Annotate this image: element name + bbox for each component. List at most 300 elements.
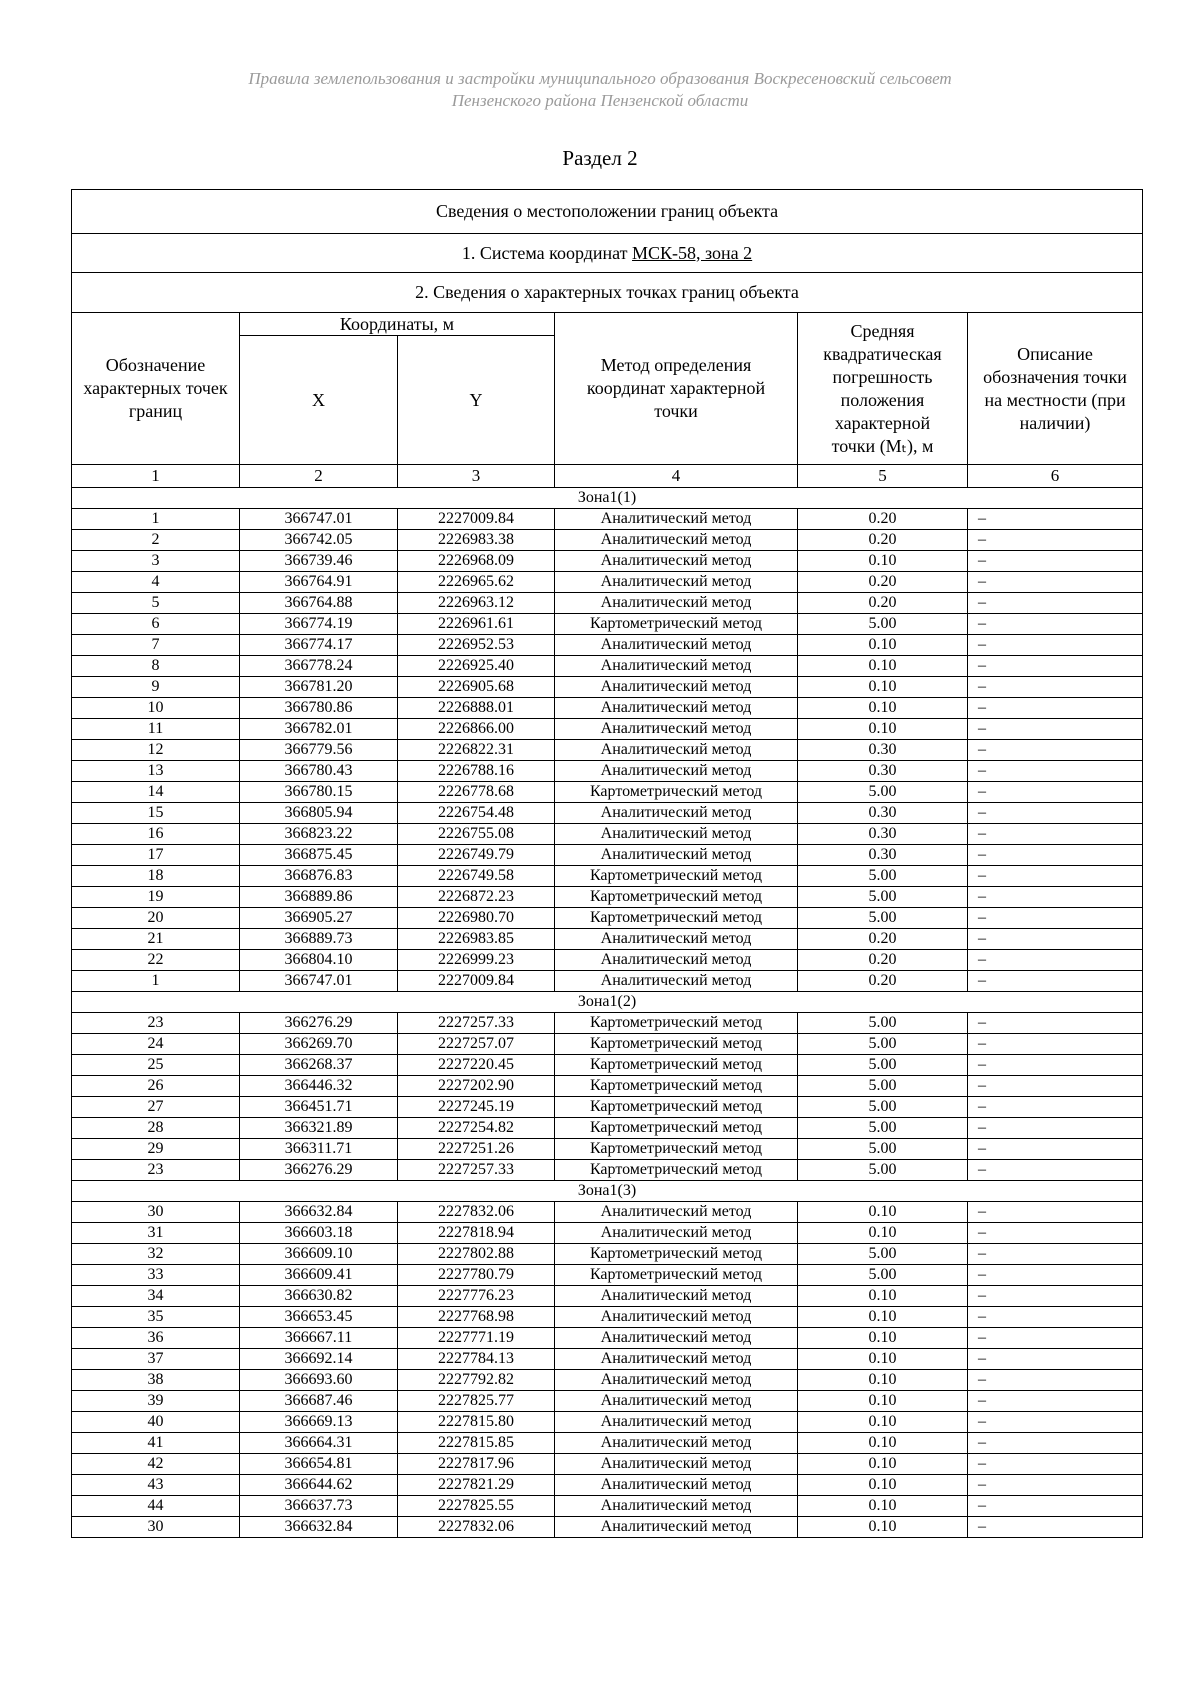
y-coord-cell: 2227825.77 bbox=[398, 1391, 555, 1412]
error-cell: 0.20 bbox=[798, 530, 968, 551]
error-cell: 0.10 bbox=[798, 551, 968, 572]
point-id-cell: 5 bbox=[72, 593, 240, 614]
table-row bbox=[72, 530, 1143, 551]
x-coord-cell: 366823.22 bbox=[240, 824, 398, 845]
description-cell: – bbox=[968, 866, 1143, 887]
description-cell: – bbox=[968, 782, 1143, 803]
table-row bbox=[72, 1307, 1143, 1328]
x-coord-cell: 366664.31 bbox=[240, 1433, 398, 1454]
method-cell: Картометрический метод bbox=[555, 908, 798, 929]
zone-row bbox=[72, 992, 1143, 1013]
point-id-cell: 23 bbox=[72, 1013, 240, 1034]
x-coord-cell: 366687.46 bbox=[240, 1391, 398, 1412]
error-cell: 0.10 bbox=[798, 698, 968, 719]
y-coord-cell: 2226866.00 bbox=[398, 719, 555, 740]
error-cell: 0.30 bbox=[798, 761, 968, 782]
x-coord-cell: 366692.14 bbox=[240, 1349, 398, 1370]
method-cell: Аналитический метод bbox=[555, 1433, 798, 1454]
description-cell: – bbox=[968, 635, 1143, 656]
table-row bbox=[72, 1223, 1143, 1244]
error-cell: 5.00 bbox=[798, 1118, 968, 1139]
x-coord-cell: 366780.43 bbox=[240, 761, 398, 782]
x-coord-cell: 366630.82 bbox=[240, 1286, 398, 1307]
point-id-cell: 44 bbox=[72, 1496, 240, 1517]
y-coord-cell: 2226888.01 bbox=[398, 698, 555, 719]
points-subheading: 2. Сведения о характерных точках границ объекта bbox=[72, 273, 1143, 313]
method-cell: Картометрический метод bbox=[555, 1118, 798, 1139]
description-cell: – bbox=[968, 887, 1143, 908]
zone-row bbox=[72, 488, 1143, 509]
point-id-cell: 34 bbox=[72, 1286, 240, 1307]
description-cell: – bbox=[968, 1328, 1143, 1349]
x-coord-cell: 366905.27 bbox=[240, 908, 398, 929]
coordinate-system-value: МСК-58, зона 2 bbox=[632, 242, 753, 263]
point-id-cell: 12 bbox=[72, 740, 240, 761]
x-coord-cell: 366632.84 bbox=[240, 1517, 398, 1538]
y-coord-cell: 2226749.58 bbox=[398, 866, 555, 887]
x-coord-cell: 366779.56 bbox=[240, 740, 398, 761]
point-id-cell: 25 bbox=[72, 1055, 240, 1076]
x-coord-cell: 366781.20 bbox=[240, 677, 398, 698]
page-header bbox=[0, 68, 1200, 112]
error-cell: 0.30 bbox=[798, 740, 968, 761]
table-row bbox=[72, 635, 1143, 656]
point-id-cell: 43 bbox=[72, 1475, 240, 1496]
col-number: 6 bbox=[968, 465, 1143, 488]
method-cell: Аналитический метод bbox=[555, 656, 798, 677]
method-cell: Аналитический метод bbox=[555, 698, 798, 719]
error-cell: 0.10 bbox=[798, 635, 968, 656]
method-cell: Аналитический метод bbox=[555, 929, 798, 950]
description-cell: – bbox=[968, 551, 1143, 572]
table-row bbox=[72, 1160, 1143, 1181]
point-id-cell: 21 bbox=[72, 929, 240, 950]
error-cell: 5.00 bbox=[798, 614, 968, 635]
method-cell: Аналитический метод bbox=[555, 1475, 798, 1496]
method-cell: Картометрический метод bbox=[555, 614, 798, 635]
y-coord-cell: 2227817.96 bbox=[398, 1454, 555, 1475]
method-cell: Картометрический метод bbox=[555, 1097, 798, 1118]
table-row bbox=[72, 866, 1143, 887]
error-cell: 0.10 bbox=[798, 1286, 968, 1307]
method-cell: Аналитический метод bbox=[555, 824, 798, 845]
error-cell: 0.20 bbox=[798, 950, 968, 971]
description-cell: – bbox=[968, 1475, 1143, 1496]
method-cell: Аналитический метод bbox=[555, 761, 798, 782]
x-coord-cell: 366782.01 bbox=[240, 719, 398, 740]
y-coord-cell: 2226983.85 bbox=[398, 929, 555, 950]
method-cell: Аналитический метод bbox=[555, 740, 798, 761]
col-header-error: Средняя квадратическая погрешность положения характерной точки (Mₜ), м bbox=[798, 313, 968, 465]
table-row bbox=[72, 803, 1143, 824]
description-cell: – bbox=[968, 572, 1143, 593]
table-row bbox=[72, 1454, 1143, 1475]
y-coord-cell: 2227780.79 bbox=[398, 1265, 555, 1286]
error-cell: 0.10 bbox=[798, 1202, 968, 1223]
error-cell: 0.10 bbox=[798, 1307, 968, 1328]
y-coord-cell: 2226925.40 bbox=[398, 656, 555, 677]
point-id-cell: 29 bbox=[72, 1139, 240, 1160]
x-coord-cell: 366446.32 bbox=[240, 1076, 398, 1097]
error-cell: 0.10 bbox=[798, 1370, 968, 1391]
point-id-cell: 27 bbox=[72, 1097, 240, 1118]
method-cell: Картометрический метод bbox=[555, 866, 798, 887]
description-cell: – bbox=[968, 1349, 1143, 1370]
x-coord-cell: 366876.83 bbox=[240, 866, 398, 887]
table-row bbox=[72, 887, 1143, 908]
table-row bbox=[72, 551, 1143, 572]
table-row bbox=[72, 656, 1143, 677]
y-coord-cell: 2226755.08 bbox=[398, 824, 555, 845]
y-coord-cell: 2227792.82 bbox=[398, 1370, 555, 1391]
col-header-designation: Обозначение характерных точек границ bbox=[72, 313, 240, 465]
table-row bbox=[72, 1013, 1143, 1034]
point-id-cell: 32 bbox=[72, 1244, 240, 1265]
table-row bbox=[72, 1349, 1143, 1370]
description-cell: – bbox=[968, 1244, 1143, 1265]
method-cell: Аналитический метод bbox=[555, 1391, 798, 1412]
y-coord-cell: 2226788.16 bbox=[398, 761, 555, 782]
x-coord-cell: 366889.73 bbox=[240, 929, 398, 950]
y-coord-cell: 2227815.80 bbox=[398, 1412, 555, 1433]
method-cell: Картометрический метод bbox=[555, 1265, 798, 1286]
description-cell: – bbox=[968, 530, 1143, 551]
table-row bbox=[72, 1517, 1143, 1538]
x-coord-cell: 366780.86 bbox=[240, 698, 398, 719]
method-cell: Аналитический метод bbox=[555, 803, 798, 824]
description-cell: – bbox=[968, 1454, 1143, 1475]
description-cell: – bbox=[968, 719, 1143, 740]
point-id-cell: 13 bbox=[72, 761, 240, 782]
method-cell: Аналитический метод bbox=[555, 530, 798, 551]
y-coord-cell: 2226980.70 bbox=[398, 908, 555, 929]
y-coord-cell: 2226968.09 bbox=[398, 551, 555, 572]
description-cell: – bbox=[968, 971, 1143, 992]
y-coord-cell: 2226822.31 bbox=[398, 740, 555, 761]
table-row bbox=[72, 824, 1143, 845]
y-coord-cell: 2226965.62 bbox=[398, 572, 555, 593]
method-cell: Аналитический метод bbox=[555, 1223, 798, 1244]
description-cell: – bbox=[968, 1160, 1143, 1181]
error-cell: 0.10 bbox=[798, 1454, 968, 1475]
point-id-cell: 7 bbox=[72, 635, 240, 656]
table-row bbox=[72, 614, 1143, 635]
description-cell: – bbox=[968, 740, 1143, 761]
point-id-cell: 30 bbox=[72, 1517, 240, 1538]
x-coord-cell: 366774.17 bbox=[240, 635, 398, 656]
error-cell: 0.10 bbox=[798, 1475, 968, 1496]
method-cell: Картометрический метод bbox=[555, 1013, 798, 1034]
y-coord-cell: 2226872.23 bbox=[398, 887, 555, 908]
page-header-line2: Пензенского района Пензенской области bbox=[451, 91, 749, 110]
error-cell: 0.20 bbox=[798, 971, 968, 992]
error-cell: 0.20 bbox=[798, 572, 968, 593]
table-row bbox=[72, 908, 1143, 929]
table-row bbox=[72, 845, 1143, 866]
table-row bbox=[72, 1076, 1143, 1097]
description-cell: – bbox=[968, 614, 1143, 635]
point-id-cell: 3 bbox=[72, 551, 240, 572]
x-coord-cell: 366778.24 bbox=[240, 656, 398, 677]
table-title: Сведения о местоположении границ объекта bbox=[72, 190, 1143, 234]
x-coord-cell: 366875.45 bbox=[240, 845, 398, 866]
table-row bbox=[72, 1475, 1143, 1496]
point-id-cell: 14 bbox=[72, 782, 240, 803]
method-cell: Картометрический метод bbox=[555, 1139, 798, 1160]
y-coord-cell: 2227768.98 bbox=[398, 1307, 555, 1328]
method-cell: Аналитический метод bbox=[555, 1349, 798, 1370]
method-cell: Аналитический метод bbox=[555, 971, 798, 992]
method-cell: Аналитический метод bbox=[555, 1412, 798, 1433]
y-coord-cell: 2227257.33 bbox=[398, 1013, 555, 1034]
x-coord-cell: 366764.88 bbox=[240, 593, 398, 614]
error-cell: 0.10 bbox=[798, 1433, 968, 1454]
method-cell: Аналитический метод bbox=[555, 1370, 798, 1391]
description-cell: – bbox=[968, 677, 1143, 698]
description-cell: – bbox=[968, 1076, 1143, 1097]
col-number: 4 bbox=[555, 465, 798, 488]
description-cell: – bbox=[968, 1391, 1143, 1412]
coordinate-system-row bbox=[72, 234, 1143, 273]
table-row bbox=[72, 1034, 1143, 1055]
x-coord-cell: 366637.73 bbox=[240, 1496, 398, 1517]
point-id-cell: 35 bbox=[72, 1307, 240, 1328]
description-cell: – bbox=[968, 1034, 1143, 1055]
point-id-cell: 16 bbox=[72, 824, 240, 845]
point-id-cell: 9 bbox=[72, 677, 240, 698]
method-cell: Картометрический метод bbox=[555, 1055, 798, 1076]
y-coord-cell: 2227245.19 bbox=[398, 1097, 555, 1118]
point-id-cell: 42 bbox=[72, 1454, 240, 1475]
description-cell: – bbox=[968, 1370, 1143, 1391]
error-cell: 5.00 bbox=[798, 1139, 968, 1160]
error-cell: 5.00 bbox=[798, 1265, 968, 1286]
method-cell: Аналитический метод bbox=[555, 677, 798, 698]
table-row bbox=[72, 1265, 1143, 1286]
error-cell: 0.10 bbox=[798, 1496, 968, 1517]
method-cell: Аналитический метод bbox=[555, 593, 798, 614]
point-id-cell: 1 bbox=[72, 971, 240, 992]
section-title: Раздел 2 bbox=[562, 146, 638, 170]
y-coord-cell: 2227251.26 bbox=[398, 1139, 555, 1160]
table-row bbox=[72, 1370, 1143, 1391]
error-cell: 5.00 bbox=[798, 1013, 968, 1034]
y-coord-cell: 2226952.53 bbox=[398, 635, 555, 656]
error-cell: 0.10 bbox=[798, 719, 968, 740]
description-cell: – bbox=[968, 761, 1143, 782]
table-row bbox=[72, 698, 1143, 719]
y-coord-cell: 2227802.88 bbox=[398, 1244, 555, 1265]
point-id-cell: 41 bbox=[72, 1433, 240, 1454]
point-id-cell: 36 bbox=[72, 1328, 240, 1349]
method-cell: Картометрический метод bbox=[555, 1076, 798, 1097]
description-cell: – bbox=[968, 656, 1143, 677]
x-coord-cell: 366311.71 bbox=[240, 1139, 398, 1160]
x-coord-cell: 366804.10 bbox=[240, 950, 398, 971]
error-cell: 0.30 bbox=[798, 824, 968, 845]
point-id-cell: 30 bbox=[72, 1202, 240, 1223]
x-coord-cell: 366609.41 bbox=[240, 1265, 398, 1286]
x-coord-cell: 366774.19 bbox=[240, 614, 398, 635]
description-cell: – bbox=[968, 698, 1143, 719]
table-row bbox=[72, 950, 1143, 971]
method-cell: Аналитический метод bbox=[555, 1328, 798, 1349]
description-cell: – bbox=[968, 845, 1143, 866]
y-coord-cell: 2227009.84 bbox=[398, 509, 555, 530]
x-coord-cell: 366742.05 bbox=[240, 530, 398, 551]
error-cell: 0.10 bbox=[798, 677, 968, 698]
error-cell: 5.00 bbox=[798, 1097, 968, 1118]
x-coord-cell: 366609.10 bbox=[240, 1244, 398, 1265]
y-coord-cell: 2227784.13 bbox=[398, 1349, 555, 1370]
error-cell: 0.10 bbox=[798, 656, 968, 677]
error-cell: 5.00 bbox=[798, 1055, 968, 1076]
error-cell: 0.10 bbox=[798, 1517, 968, 1538]
y-coord-cell: 2226754.48 bbox=[398, 803, 555, 824]
error-cell: 0.20 bbox=[798, 509, 968, 530]
description-cell: – bbox=[968, 1286, 1143, 1307]
point-id-cell: 33 bbox=[72, 1265, 240, 1286]
method-cell: Аналитический метод bbox=[555, 719, 798, 740]
table-row bbox=[72, 782, 1143, 803]
x-coord-cell: 366653.45 bbox=[240, 1307, 398, 1328]
method-cell: Аналитический метод bbox=[555, 1202, 798, 1223]
y-coord-cell: 2226999.23 bbox=[398, 950, 555, 971]
method-cell: Аналитический метод bbox=[555, 509, 798, 530]
description-cell: – bbox=[968, 1265, 1143, 1286]
description-cell: – bbox=[968, 950, 1143, 971]
table-row bbox=[72, 1496, 1143, 1517]
point-id-cell: 1 bbox=[72, 509, 240, 530]
method-cell: Картометрический метод bbox=[555, 782, 798, 803]
table-row bbox=[72, 1139, 1143, 1160]
method-cell: Картометрический метод bbox=[555, 1244, 798, 1265]
method-cell: Аналитический метод bbox=[555, 551, 798, 572]
description-cell: – bbox=[968, 1517, 1143, 1538]
table-row bbox=[72, 1328, 1143, 1349]
table-row bbox=[72, 1118, 1143, 1139]
x-coord-cell: 366269.70 bbox=[240, 1034, 398, 1055]
point-id-cell: 17 bbox=[72, 845, 240, 866]
x-coord-cell: 366451.71 bbox=[240, 1097, 398, 1118]
description-cell: – bbox=[968, 593, 1143, 614]
description-cell: – bbox=[968, 824, 1143, 845]
col-number: 2 bbox=[240, 465, 398, 488]
y-coord-cell: 2226778.68 bbox=[398, 782, 555, 803]
description-cell: – bbox=[968, 929, 1143, 950]
point-id-cell: 40 bbox=[72, 1412, 240, 1433]
zone-name: Зона1(2) bbox=[72, 992, 1143, 1013]
table-row bbox=[72, 761, 1143, 782]
point-id-cell: 15 bbox=[72, 803, 240, 824]
x-coord-cell: 366644.62 bbox=[240, 1475, 398, 1496]
boundary-points-table bbox=[71, 189, 1143, 1538]
zone-name: Зона1(3) bbox=[72, 1181, 1143, 1202]
method-cell: Аналитический метод bbox=[555, 1454, 798, 1475]
y-coord-cell: 2227009.84 bbox=[398, 971, 555, 992]
description-cell: – bbox=[968, 1202, 1143, 1223]
point-id-cell: 19 bbox=[72, 887, 240, 908]
y-coord-cell: 2227832.06 bbox=[398, 1517, 555, 1538]
point-id-cell: 4 bbox=[72, 572, 240, 593]
x-coord-cell: 366780.15 bbox=[240, 782, 398, 803]
x-coord-cell: 366268.37 bbox=[240, 1055, 398, 1076]
table-row bbox=[72, 593, 1143, 614]
error-cell: 5.00 bbox=[798, 1034, 968, 1055]
x-coord-cell: 366669.13 bbox=[240, 1412, 398, 1433]
y-coord-cell: 2226749.79 bbox=[398, 845, 555, 866]
description-cell: – bbox=[968, 1139, 1143, 1160]
method-cell: Картометрический метод bbox=[555, 887, 798, 908]
x-coord-cell: 366805.94 bbox=[240, 803, 398, 824]
description-cell: – bbox=[968, 803, 1143, 824]
description-cell: – bbox=[968, 1496, 1143, 1517]
x-coord-cell: 366276.29 bbox=[240, 1013, 398, 1034]
point-id-cell: 10 bbox=[72, 698, 240, 719]
col-number: 1 bbox=[72, 465, 240, 488]
description-cell: – bbox=[968, 1055, 1143, 1076]
table-row bbox=[72, 1412, 1143, 1433]
point-id-cell: 18 bbox=[72, 866, 240, 887]
description-cell: – bbox=[968, 1307, 1143, 1328]
table-row bbox=[72, 1202, 1143, 1223]
error-cell: 5.00 bbox=[798, 866, 968, 887]
point-id-cell: 11 bbox=[72, 719, 240, 740]
point-id-cell: 31 bbox=[72, 1223, 240, 1244]
y-coord-cell: 2227818.94 bbox=[398, 1223, 555, 1244]
x-coord-cell: 366739.46 bbox=[240, 551, 398, 572]
error-cell: 0.10 bbox=[798, 1391, 968, 1412]
x-coord-cell: 366764.91 bbox=[240, 572, 398, 593]
x-coord-cell: 366632.84 bbox=[240, 1202, 398, 1223]
point-id-cell: 8 bbox=[72, 656, 240, 677]
point-id-cell: 23 bbox=[72, 1160, 240, 1181]
x-coord-cell: 366693.60 bbox=[240, 1370, 398, 1391]
error-cell: 0.30 bbox=[798, 845, 968, 866]
y-coord-cell: 2227257.07 bbox=[398, 1034, 555, 1055]
error-cell: 5.00 bbox=[798, 1160, 968, 1181]
description-cell: – bbox=[968, 1412, 1143, 1433]
x-coord-cell: 366321.89 bbox=[240, 1118, 398, 1139]
x-coord-cell: 366747.01 bbox=[240, 971, 398, 992]
y-coord-cell: 2226983.38 bbox=[398, 530, 555, 551]
x-coord-cell: 366889.86 bbox=[240, 887, 398, 908]
page-header-line1: Правила землепользования и застройки муниципального образования Воскресеновский сельсовет bbox=[248, 69, 952, 88]
x-coord-cell: 366276.29 bbox=[240, 1160, 398, 1181]
y-coord-cell: 2227202.90 bbox=[398, 1076, 555, 1097]
col-header-y: Y bbox=[398, 336, 555, 465]
zone-row bbox=[72, 1181, 1143, 1202]
error-cell: 0.30 bbox=[798, 803, 968, 824]
col-header-coords: Координаты, м bbox=[240, 313, 555, 336]
x-coord-cell: 366654.81 bbox=[240, 1454, 398, 1475]
table-row bbox=[72, 740, 1143, 761]
zone-name: Зона1(1) bbox=[72, 488, 1143, 509]
point-id-cell: 37 bbox=[72, 1349, 240, 1370]
col-header-x: X bbox=[240, 336, 398, 465]
method-cell: Аналитический метод bbox=[555, 635, 798, 656]
table-row bbox=[72, 509, 1143, 530]
method-cell: Аналитический метод bbox=[555, 845, 798, 866]
error-cell: 5.00 bbox=[798, 1076, 968, 1097]
y-coord-cell: 2227825.55 bbox=[398, 1496, 555, 1517]
y-coord-cell: 2227821.29 bbox=[398, 1475, 555, 1496]
table-row bbox=[72, 1244, 1143, 1265]
x-coord-cell: 366667.11 bbox=[240, 1328, 398, 1349]
error-cell: 0.20 bbox=[798, 929, 968, 950]
table-row bbox=[72, 677, 1143, 698]
description-cell: – bbox=[968, 1013, 1143, 1034]
